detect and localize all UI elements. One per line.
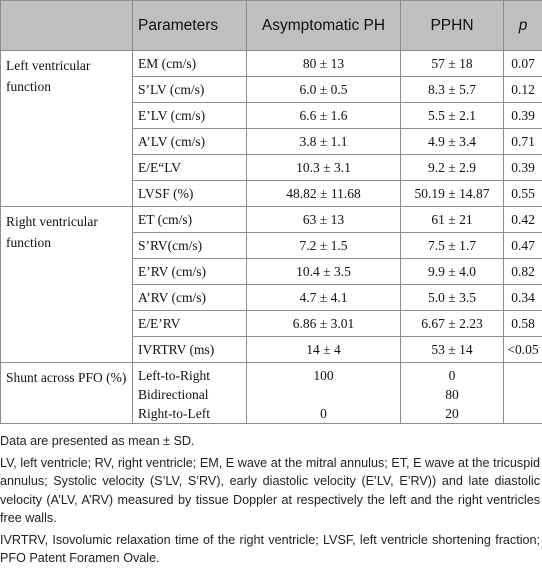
shunt-line: Left-to-Right — [138, 368, 210, 383]
row-group-label: Right ventricular function — [1, 207, 133, 363]
pphn-value-cell: 50.19 ± 14.87 — [401, 181, 504, 207]
pphn-value-cell: 9.2 ± 2.9 — [401, 155, 504, 181]
header-pphn: PPHN — [401, 1, 504, 51]
p-value-cell: 0.39 — [504, 103, 542, 129]
p-value-cell: <0.05 — [504, 337, 542, 363]
pphn-value-cell: 53 ± 14 — [401, 337, 504, 363]
p-value-cell: 0.82 — [504, 259, 542, 285]
shunt-line: 80 — [445, 387, 459, 402]
pphn-value-cell: 5.5 ± 2.1 — [401, 103, 504, 129]
pphn-value-cell: 6.67 ± 2.23 — [401, 311, 504, 337]
header-row — [1, 1, 542, 51]
shunt-asymptomatic-cell — [247, 363, 401, 424]
shunt-line: 100 — [313, 368, 334, 383]
p-value-cell: 0.71 — [504, 129, 542, 155]
parameter-cell: LVSF (%) — [133, 181, 247, 207]
table-footnotes — [0, 432, 540, 571]
pphn-value-cell: 5.0 ± 3.5 — [401, 285, 504, 311]
p-value-cell: 0.58 — [504, 311, 542, 337]
parameter-cell: A’LV (cm/s) — [133, 129, 247, 155]
shunt-line: Bidirectional — [138, 387, 209, 402]
asymptomatic-value-cell: 7.2 ± 1.5 — [247, 233, 401, 259]
asymptomatic-value-cell: 10.3 ± 3.1 — [247, 155, 401, 181]
p-value-cell: 0.47 — [504, 233, 542, 259]
asymptomatic-value-cell: 6.0 ± 0.5 — [247, 77, 401, 103]
row-group-label: Shunt across PFO (%) — [1, 363, 133, 424]
parameter-cell: S’RV(cm/s) — [133, 233, 247, 259]
asymptomatic-value-cell: 10.4 ± 3.5 — [247, 259, 401, 285]
asymptomatic-value-cell: 4.7 ± 4.1 — [247, 285, 401, 311]
shunt-pphn-cell — [401, 363, 504, 424]
asymptomatic-value-cell: 48.82 ± 11.68 — [247, 181, 401, 207]
header-parameters: Parameters — [133, 1, 247, 51]
asymptomatic-value-cell: 6.86 ± 3.01 — [247, 311, 401, 337]
shunt-direction-cell — [133, 363, 247, 424]
shunt-line: Right-to-Left — [138, 406, 210, 421]
header-asymptomatic-ph: Asymptomatic PH — [247, 1, 401, 51]
asymptomatic-value-cell: 14 ± 4 — [247, 337, 401, 363]
asymptomatic-value-cell: 3.8 ± 1.1 — [247, 129, 401, 155]
row-group-label: Left ventricular function — [1, 51, 133, 207]
shunt-line — [247, 385, 400, 404]
asymptomatic-value-cell: 6.6 ± 1.6 — [247, 103, 401, 129]
table-row — [1, 51, 542, 77]
shunt-line: 0 — [320, 406, 327, 421]
parameter-cell: EM (cm/s) — [133, 51, 247, 77]
asymptomatic-value-cell: 63 ± 13 — [247, 207, 401, 233]
footnote-data-format: Data are presented as mean ± SD. — [0, 434, 195, 448]
parameter-cell: E/E’RV — [133, 311, 247, 337]
table-row — [1, 207, 542, 233]
parameter-cell: E’LV (cm/s) — [133, 103, 247, 129]
pphn-value-cell: 9.9 ± 4.0 — [401, 259, 504, 285]
parameter-cell: A’RV (cm/s) — [133, 285, 247, 311]
p-value-cell: 0.39 — [504, 155, 542, 181]
parameter-cell: ET (cm/s) — [133, 207, 247, 233]
shunt-line: 20 — [445, 406, 459, 421]
header-p-value: p — [504, 1, 542, 51]
pphn-value-cell: 4.9 ± 3.4 — [401, 129, 504, 155]
pphn-value-cell: 8.3 ± 5.7 — [401, 77, 504, 103]
footnote-definitions: IVRTRV, Isovolumic relaxation time of the right ventricle; LVSF, left ventricle shortening fraction; PFO Patent Foramen Ovale. — [0, 532, 540, 565]
pphn-value-cell: 61 ± 21 — [401, 207, 504, 233]
parameter-cell: IVRTRV (ms) — [133, 337, 247, 363]
asymptomatic-value-cell: 80 ± 13 — [247, 51, 401, 77]
parameter-cell: E’RV (cm/s) — [133, 259, 247, 285]
parameter-cell: S’LV (cm/s) — [133, 77, 247, 103]
header-group-blank — [1, 1, 133, 51]
p-value-cell: 0.07 — [504, 51, 542, 77]
shunt-line: 0 — [448, 368, 456, 383]
table-row-shunt — [1, 363, 542, 424]
p-value-cell: 0.12 — [504, 77, 542, 103]
pphn-value-cell: 7.5 ± 1.7 — [401, 233, 504, 259]
p-value-cell: 0.34 — [504, 285, 542, 311]
shunt-p-cell — [504, 363, 542, 424]
parameter-cell: E/E“LV — [133, 155, 247, 181]
pphn-value-cell: 57 ± 18 — [401, 51, 504, 77]
table-body — [1, 51, 542, 424]
footnote-abbreviations: LV, left ventricle; RV, right ventricle; EM, E wave at the mitral annulus; ET, E wave at the tricuspid annulus; Systolic velocity (S’LV, S’RV), early diastolic velocity (E’LV, E’RV)) and late diastolic velocity (A’LV, A’RV) measured by tissue Doppler at respectively the left and the right ventricles free walls. — [0, 455, 540, 525]
p-value-cell: 0.55 — [504, 181, 542, 207]
p-value-cell: 0.42 — [504, 207, 542, 233]
